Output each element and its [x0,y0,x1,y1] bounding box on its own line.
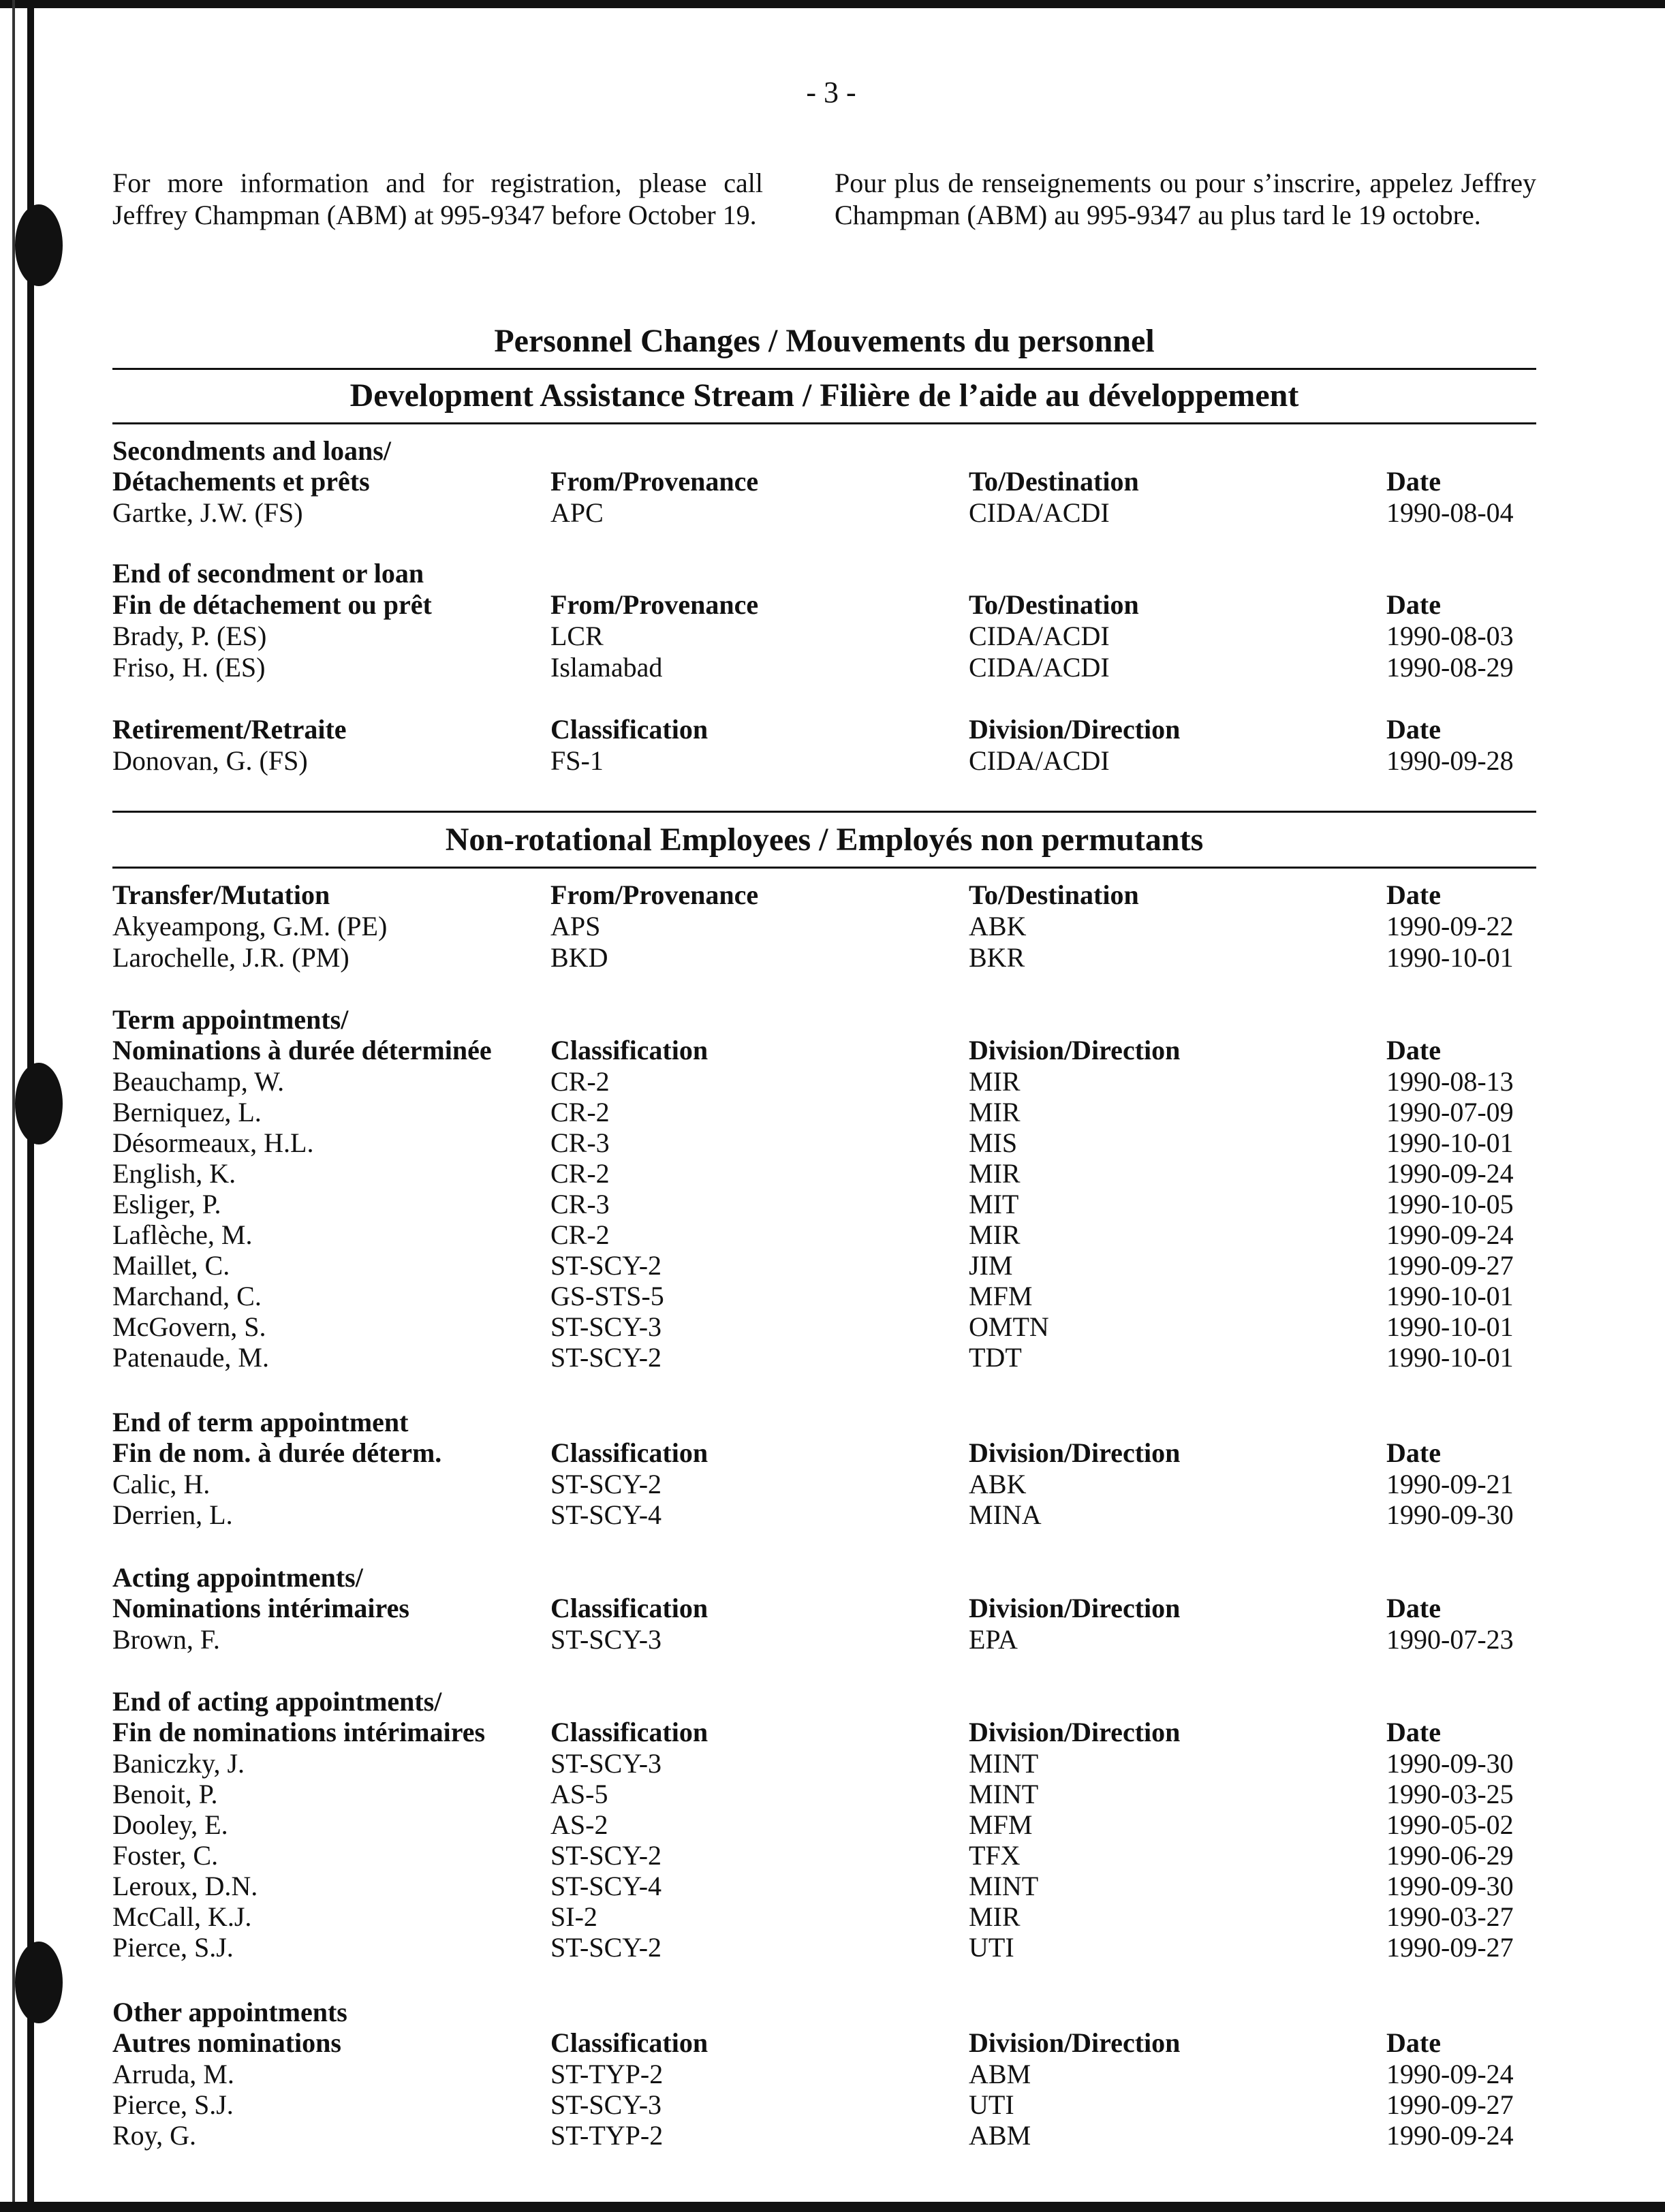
date-cell: Date [1386,1717,1441,1747]
classification-cell: Classification [550,1437,709,1468]
classification-cell: BKD [550,942,608,973]
name-cell: Pierce, S.J. [112,1932,234,1963]
name-cell: Dooley, E. [112,1809,228,1840]
group-header-row [112,1437,1536,1468]
division-cell: Division/Direction [969,2027,1181,2058]
group-title [112,557,1536,589]
table-row [112,910,1536,941]
division-cell: MIR [969,1219,1021,1250]
division-cell: To/Destination [969,589,1139,620]
date-cell: 1990-08-13 [1386,1066,1514,1097]
classification-cell: ST-SCY-4 [550,1499,662,1530]
date-cell: 1990-08-04 [1386,497,1514,528]
classification-cell: APC [550,497,604,528]
division-cell: MIS [969,1127,1018,1158]
date-cell: 1990-09-24 [1386,1158,1514,1189]
name-cell: Maillet, C. [112,1250,230,1281]
date-cell: 1990-09-21 [1386,1469,1514,1499]
name-cell: Acting appointments/ [112,1562,363,1593]
classification-cell: Classification [550,2027,709,2058]
division-cell: Division/Direction [969,1437,1181,1468]
classification-cell: APS [550,911,601,941]
divider [112,368,1536,370]
date-cell: 1990-09-24 [1386,1219,1514,1250]
table-row [112,1809,1536,1840]
date-cell: 1990-10-01 [1386,1311,1514,1342]
classification-cell: CR-3 [550,1127,610,1158]
name-cell: End of term appointment [112,1407,409,1437]
table-row [112,1870,1536,1901]
date-cell: 1990-07-23 [1386,1624,1514,1655]
date-cell: Date [1386,1035,1441,1065]
date-cell: 1990-08-03 [1386,621,1514,651]
date-cell: 1990-08-29 [1386,652,1514,683]
table-row [112,1157,1536,1189]
table-row [112,1280,1536,1311]
division-cell: MIR [969,1901,1021,1932]
classification-cell: From/Provenance [550,879,759,910]
division-cell: CIDA/ACDI [969,652,1110,683]
table-row [112,1065,1536,1097]
division-cell: EPA [969,1624,1018,1655]
classification-cell: From/Provenance [550,466,759,497]
classification-cell: GS-STS-5 [550,1281,664,1311]
name-cell: Beauchamp, W. [112,1066,285,1097]
date-cell: 1990-09-28 [1386,745,1514,776]
division-cell: OMTN [969,1311,1049,1342]
division-cell: To/Destination [969,466,1139,497]
division-cell: CIDA/ACDI [969,745,1110,776]
date-cell: 1990-09-30 [1386,1871,1514,1901]
name-cell: Nominations à durée déterminée [112,1035,492,1065]
name-cell: Secondments and loans/ [112,435,391,466]
date-cell: 1990-10-01 [1386,1342,1514,1373]
classification-cell: ST-SCY-3 [550,1748,662,1779]
table-row [112,2119,1536,2151]
table-row [112,1839,1536,1871]
classification-cell: Classification [550,1035,709,1065]
name-cell: Fin de nom. à durée déterm. [112,1437,442,1468]
name-cell: Baniczky, J. [112,1748,245,1779]
intro-french: Pour plus de renseignements ou pour s’inscrire, appelez Jeffrey Champman (ABM) au 995-9347 au plus tard le 19 octobre. [835,168,1536,230]
division-cell: ABM [969,2059,1031,2089]
division-cell: To/Destination [969,879,1139,910]
group-header-row [112,1034,1536,1065]
division-cell: MINT [969,1871,1039,1901]
date-cell: Date [1386,2027,1441,2058]
group-header-row [112,713,1536,745]
page-number: - 3 - [806,76,856,109]
name-cell: Benoit, P. [112,1779,218,1809]
table-row [112,1623,1536,1655]
name-cell: Patenaude, M. [112,1342,269,1373]
table-row [112,1127,1536,1158]
division-cell: MIT [969,1189,1019,1219]
classification-cell: ST-SCY-2 [550,1342,662,1373]
name-cell: Pierce, S.J. [112,2089,234,2120]
classification-cell: SI-2 [550,1901,597,1932]
divider [112,867,1536,869]
classification-cell: ST-SCY-2 [550,1932,662,1963]
date-cell: 1990-09-30 [1386,1499,1514,1530]
classification-cell: ST-SCY-2 [550,1250,662,1281]
classification-cell: CR-2 [550,1158,610,1189]
name-cell: End of acting appointments/ [112,1686,442,1717]
classification-cell: AS-2 [550,1809,608,1840]
name-cell: Fin de nominations intérimaires [112,1717,486,1747]
table-row [112,651,1536,683]
division-cell: ABK [969,911,1027,941]
table-row [112,2089,1536,2120]
date-cell: 1990-10-01 [1386,1127,1514,1158]
table-row [112,1778,1536,1809]
name-cell: Esliger, P. [112,1189,221,1219]
division-cell: UTI [969,2089,1014,2120]
main-heading: Personnel Changes / Mouvements du personnel [494,323,1155,359]
table-row [112,1931,1536,1963]
division-cell: ABK [969,1469,1027,1499]
division-cell: TDT [969,1342,1022,1373]
group-title [112,1003,1536,1035]
group-title [112,435,1536,466]
group-header-row [112,879,1536,910]
group-header-row [112,1592,1536,1623]
date-cell: 1990-07-09 [1386,1097,1514,1127]
table-row [112,620,1536,651]
classification-cell: ST-TYP-2 [550,2059,664,2089]
name-cell: Détachements et prêts [112,466,370,497]
name-cell: Brown, F. [112,1624,220,1655]
name-cell: Fin de détachement ou prêt [112,589,432,620]
date-cell: 1990-09-27 [1386,1932,1514,1963]
punch-hole [15,1942,63,2023]
table-row [112,941,1536,973]
section-heading-development: Development Assistance Stream / Filière de l’aide au développement [349,377,1299,414]
classification-cell: CR-2 [550,1097,610,1127]
classification-cell: CR-3 [550,1189,610,1219]
name-cell: Berniquez, L. [112,1097,262,1127]
table-row [112,1311,1536,1342]
classification-cell: ST-SCY-2 [550,1840,662,1871]
group-title [112,1561,1536,1593]
division-cell: TFX [969,1840,1021,1871]
division-cell: MINT [969,1748,1039,1779]
name-cell: Roy, G. [112,2120,196,2151]
name-cell: Derrien, L. [112,1499,233,1530]
name-cell: Autres nominations [112,2027,341,2058]
date-cell: Date [1386,589,1441,620]
table-row [112,1341,1536,1373]
name-cell: End of secondment or loan [112,558,424,589]
division-cell: Division/Direction [969,1035,1181,1065]
classification-cell: CR-2 [550,1066,610,1097]
divider [112,811,1536,813]
classification-cell: ST-SCY-3 [550,1624,662,1655]
classification-cell: ST-SCY-3 [550,2089,662,2120]
scan-top-edge [0,0,1665,8]
date-cell: 1990-09-24 [1386,2120,1514,2151]
division-cell: UTI [969,1932,1014,1963]
intro-english: For more information and for registration, please call Jeffrey Champman (ABM) at 995-9347 before October 19. [112,168,763,230]
name-cell: Calic, H. [112,1469,211,1499]
name-cell: Transfer/Mutation [112,879,330,910]
classification-cell: ST-SCY-2 [550,1469,662,1499]
name-cell: Larochelle, J.R. (PM) [112,942,349,973]
date-cell: 1990-09-27 [1386,1250,1514,1281]
division-cell: CIDA/ACDI [969,497,1110,528]
date-cell: 1990-09-24 [1386,2059,1514,2089]
division-cell: JIM [969,1250,1013,1281]
name-cell: Nominations intérimaires [112,1593,409,1623]
name-cell: Donovan, G. (FS) [112,745,308,776]
division-cell: Division/Direction [969,1717,1181,1747]
classification-cell: FS-1 [550,745,604,776]
division-cell: Division/Direction [969,1593,1181,1623]
divider [112,422,1536,424]
date-cell: 1990-09-22 [1386,911,1514,941]
classification-cell: Classification [550,1717,709,1747]
classification-cell: Islamabad [550,652,663,683]
classification-cell: Classification [550,1593,709,1623]
date-cell: Date [1386,714,1441,745]
group-header-row [112,2027,1536,2058]
date-cell: Date [1386,1437,1441,1468]
date-cell: Date [1386,1593,1441,1623]
group-title [112,1406,1536,1437]
date-cell: 1990-03-25 [1386,1779,1514,1809]
group-header-row [112,589,1536,620]
group-title [112,1996,1536,2027]
division-cell: MIR [969,1097,1021,1127]
scan-bottom-edge [0,2202,1665,2212]
date-cell: 1990-09-27 [1386,2089,1514,2120]
date-cell: 1990-05-02 [1386,1809,1514,1840]
group-title [112,1685,1536,1717]
table-row [112,1499,1536,1530]
name-cell: English, K. [112,1158,236,1189]
division-cell: MINA [969,1499,1042,1530]
date-cell: 1990-09-30 [1386,1748,1514,1779]
name-cell: McCall, K.J. [112,1901,252,1932]
table-row [112,1249,1536,1281]
date-cell: 1990-10-05 [1386,1189,1514,1219]
division-cell: MIR [969,1158,1021,1189]
table-row [112,1747,1536,1779]
classification-cell: From/Provenance [550,589,759,620]
name-cell: Other appointments [112,1997,347,2027]
punch-hole [15,1063,63,1144]
division-cell: MIR [969,1066,1021,1097]
division-cell: BKR [969,942,1025,973]
name-cell: Gartke, J.W. (FS) [112,497,303,528]
name-cell: Brady, P. (ES) [112,621,267,651]
division-cell: CIDA/ACDI [969,621,1110,651]
division-cell: MINT [969,1779,1039,1809]
classification-cell: ST-SCY-3 [550,1311,662,1342]
name-cell: Retirement/Retraite [112,714,347,745]
name-cell: Foster, C. [112,1840,219,1871]
group-header-row [112,1716,1536,1747]
date-cell: Date [1386,879,1441,910]
date-cell: 1990-10-01 [1386,1281,1514,1311]
name-cell: Akyeampong, G.M. (PE) [112,911,388,941]
table-row [112,745,1536,776]
name-cell: Désormeaux, H.L. [112,1127,314,1158]
name-cell: Leroux, D.N. [112,1871,258,1901]
table-row [112,1901,1536,1932]
classification-cell: AS-5 [550,1779,608,1809]
classification-cell: LCR [550,621,604,651]
table-row [112,1468,1536,1499]
group-header-row [112,465,1536,497]
date-cell: 1990-10-01 [1386,942,1514,973]
date-cell: 1990-03-27 [1386,1901,1514,1932]
date-cell: Date [1386,466,1441,497]
name-cell: Friso, H. (ES) [112,652,266,683]
division-cell: MFM [969,1281,1033,1311]
table-row [112,2058,1536,2089]
date-cell: 1990-06-29 [1386,1840,1514,1871]
classification-cell: ST-TYP-2 [550,2120,664,2151]
classification-cell: ST-SCY-4 [550,1871,662,1901]
division-cell: MFM [969,1809,1033,1840]
section-heading-nonrotational: Non-rotational Employees / Employés non permutants [445,822,1204,858]
division-cell: Division/Direction [969,714,1181,745]
name-cell: McGovern, S. [112,1311,266,1342]
table-row [112,497,1536,528]
punch-hole [15,204,63,286]
name-cell: Marchand, C. [112,1281,262,1311]
classification-cell: CR-2 [550,1219,610,1250]
table-row [112,1188,1536,1219]
division-cell: ABM [969,2120,1031,2151]
name-cell: Laflèche, M. [112,1219,253,1250]
name-cell: Arruda, M. [112,2059,234,2089]
table-row [112,1219,1536,1250]
classification-cell: Classification [550,714,709,745]
name-cell: Term appointments/ [112,1004,349,1035]
table-row [112,1096,1536,1127]
